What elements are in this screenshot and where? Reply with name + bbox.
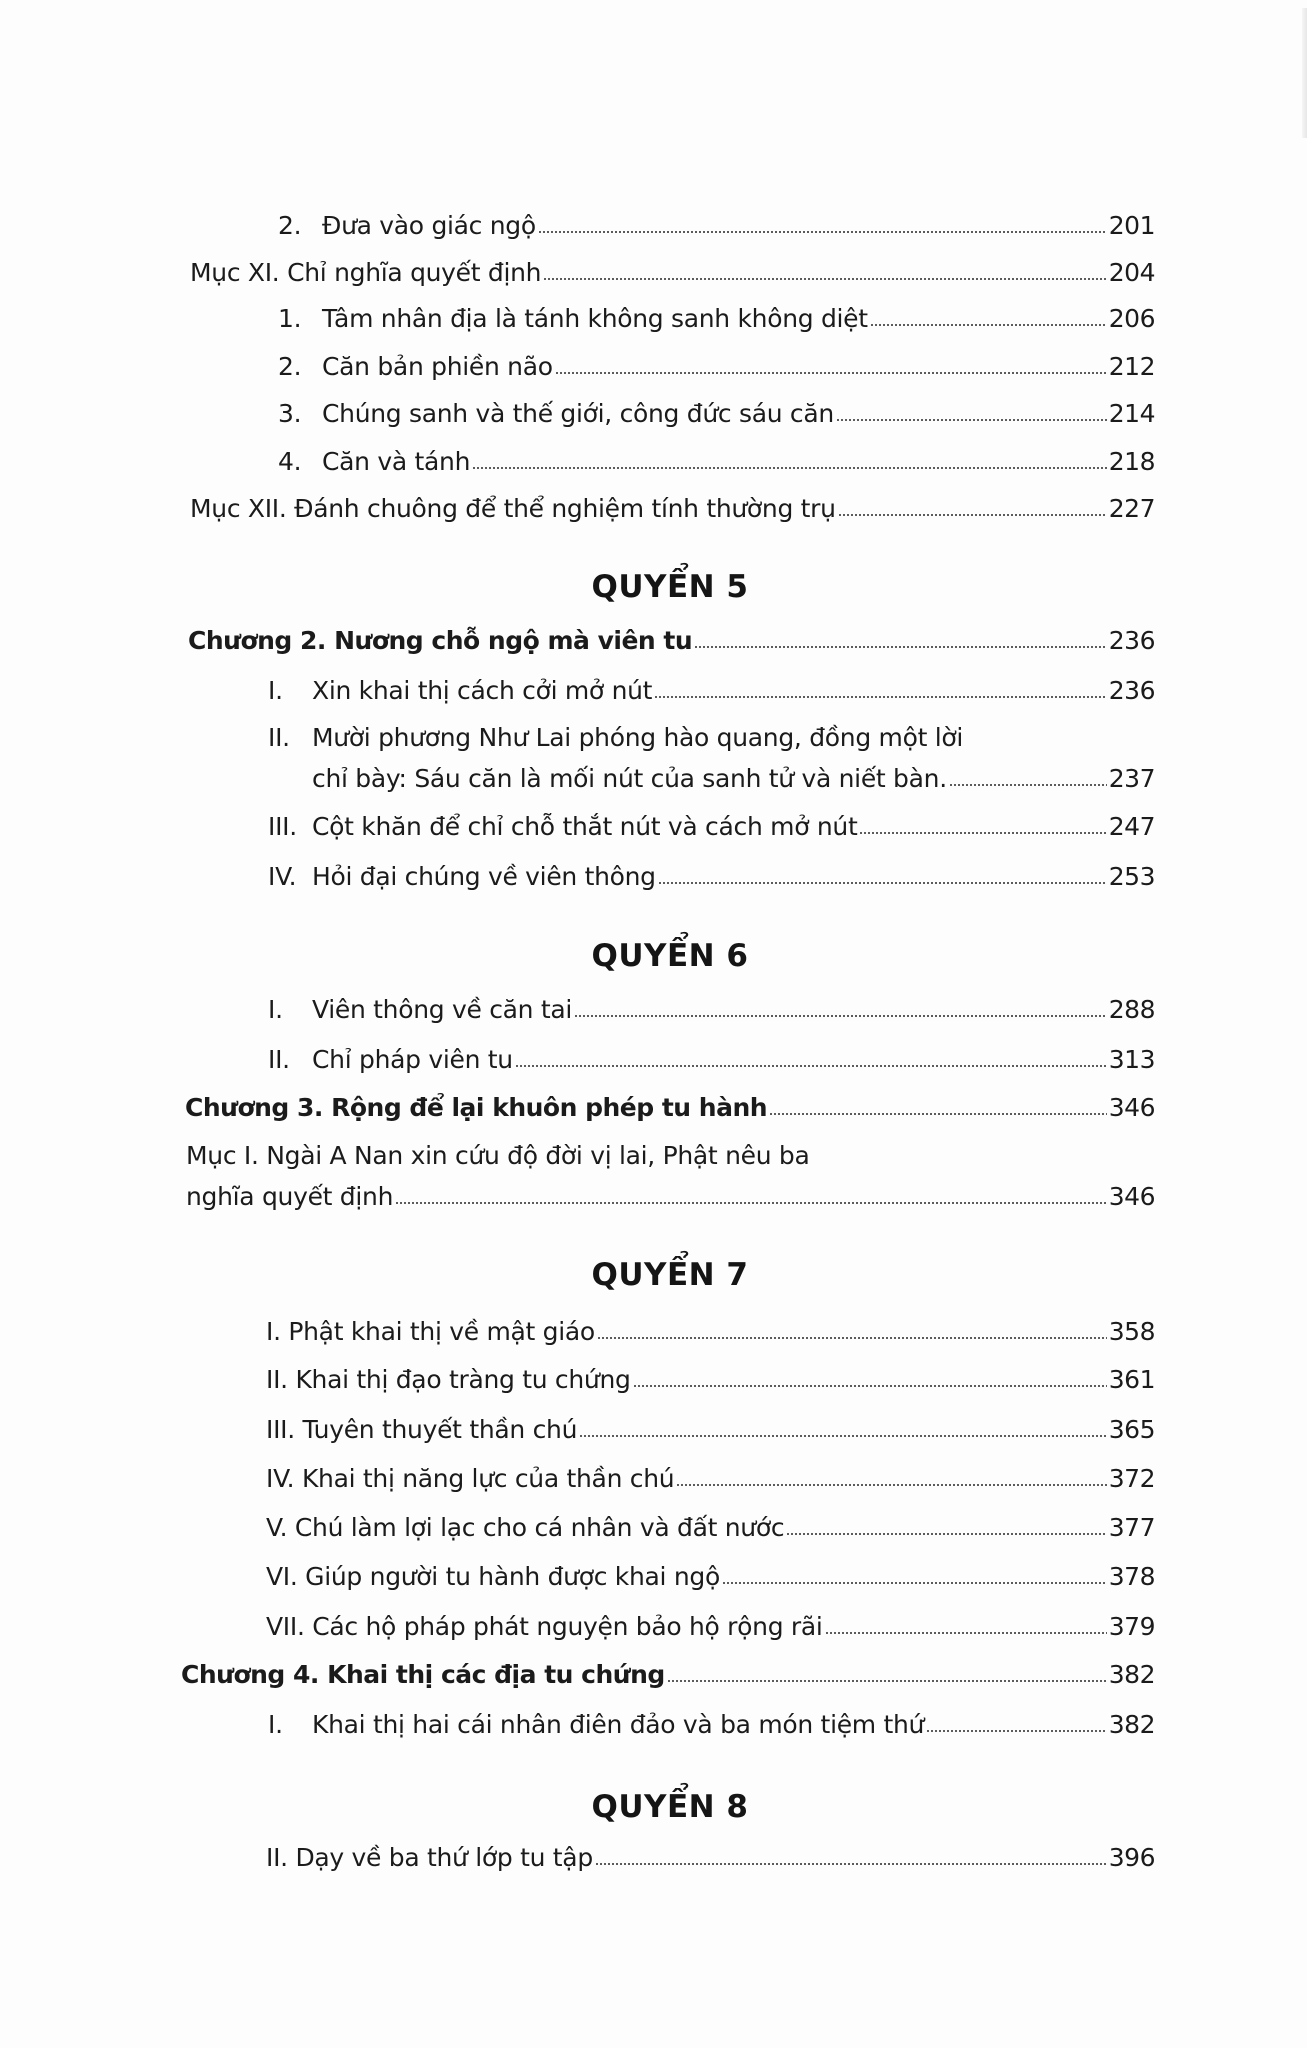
dot-leader: [722, 1582, 1107, 1584]
chapter-title: Chương 2. Nương chỗ ngộ mà viên tu: [188, 626, 693, 655]
dot-leader: [579, 1435, 1107, 1437]
toc-entry[interactable]: [266, 1515, 1155, 1540]
entry-number: 2.: [278, 211, 302, 240]
dot-leader: [769, 1113, 1107, 1115]
dot-leader: [836, 419, 1107, 421]
entry-title: IV. Khai thị năng lực của thần chú: [266, 1464, 675, 1493]
page-number: 212: [1108, 352, 1155, 381]
entry-title: chỉ bày: Sáu căn là mối nút của sanh tử và niết bàn.: [312, 764, 947, 793]
dot-leader: [870, 324, 1107, 326]
entry-number: 4.: [278, 447, 302, 476]
page-number: 382: [1108, 1710, 1155, 1739]
entry-title: VII. Các hộ pháp phát nguyện bảo hộ rộng rãi: [266, 1612, 823, 1641]
toc-entry[interactable]: [266, 1319, 1155, 1344]
entry-title: II. Dạy về ba thứ lớp tu tập: [266, 1843, 593, 1872]
page-number: 288: [1108, 995, 1155, 1024]
page-number: 237: [1108, 764, 1155, 793]
page-number: 313: [1108, 1045, 1155, 1074]
toc-entry[interactable]: [266, 1845, 1155, 1870]
dot-leader: [654, 696, 1107, 698]
toc-entry[interactable]: [278, 306, 1155, 331]
entry-number: I.: [268, 1710, 283, 1739]
dot-leader: [694, 646, 1107, 648]
toc-entry[interactable]: [268, 814, 1155, 839]
toc-entry[interactable]: [278, 401, 1155, 426]
page-number: 396: [1108, 1843, 1155, 1872]
dot-leader: [838, 514, 1107, 516]
toc-entry[interactable]: [266, 1367, 1155, 1392]
entry-title: I. Phật khai thị về mật giáo: [266, 1317, 595, 1346]
entry-title: II. Khai thị đạo tràng tu chứng: [266, 1365, 631, 1394]
entry-title: V. Chú làm lợi lạc cho cá nhân và đất nước: [266, 1513, 785, 1542]
dot-leader: [633, 1385, 1107, 1387]
page-number: 236: [1108, 676, 1155, 705]
page-number: 379: [1108, 1612, 1155, 1641]
entry-number: II.: [268, 723, 290, 752]
page-number: 377: [1108, 1513, 1155, 1542]
dot-leader: [472, 467, 1107, 469]
page-number: 382: [1108, 1660, 1155, 1689]
entry-number: II.: [268, 1045, 290, 1074]
entry-title: Căn bản phiền não: [322, 352, 553, 381]
entry-number: IV.: [268, 862, 297, 891]
dot-leader: [786, 1533, 1106, 1535]
page-number: 253: [1108, 862, 1155, 891]
entry-title: Chúng sanh và thế giới, công đức sáu căn: [322, 399, 834, 428]
entry-title: Khai thị hai cái nhân điên đảo và ba món tiệm thứ: [312, 1710, 925, 1739]
dot-leader: [658, 882, 1107, 884]
dot-leader: [555, 372, 1107, 374]
toc-entry[interactable]: [278, 213, 1155, 238]
toc-entry[interactable]: [268, 997, 1155, 1022]
entry-title: Đưa vào giác ngộ: [322, 211, 536, 240]
toc-entry[interactable]: [278, 354, 1155, 379]
entry-number: 2.: [278, 352, 302, 381]
chapter-entry[interactable]: [188, 628, 1155, 653]
volume-heading: QUYỂN 6: [591, 938, 749, 974]
section-entry-line1[interactable]: Mục I. Ngài A Nan xin cứu độ đời vị lai, Phật nêu ba: [186, 1141, 810, 1170]
chapter-entry[interactable]: [185, 1095, 1155, 1120]
entry-number: III.: [268, 812, 297, 841]
entry-title: Viên thông về căn tai: [312, 995, 573, 1024]
dot-leader: [538, 231, 1107, 233]
page-number: 236: [1108, 626, 1155, 655]
chapter-title: Chương 4. Khai thị các địa tu chứng: [181, 1660, 665, 1689]
toc-entry[interactable]: [266, 1466, 1155, 1491]
toc-entry[interactable]: [268, 864, 1155, 889]
page-number: 346: [1108, 1093, 1155, 1122]
page-number: 204: [1108, 258, 1155, 287]
page-number: 346: [1108, 1182, 1155, 1211]
volume-heading: QUYỂN 8: [591, 1789, 749, 1825]
entry-title: VI. Giúp người tu hành được khai ngộ: [266, 1562, 720, 1591]
entry-number: 3.: [278, 399, 302, 428]
toc-entry[interactable]: [190, 260, 1155, 285]
dot-leader: [597, 1337, 1107, 1339]
page-number: 214: [1108, 399, 1155, 428]
page-number: 378: [1108, 1562, 1155, 1591]
dot-leader: [515, 1065, 1107, 1067]
entry-number: I.: [268, 995, 283, 1024]
page-number: 358: [1108, 1317, 1155, 1346]
page-number: 206: [1108, 304, 1155, 333]
toc-entry[interactable]: [312, 766, 1155, 791]
dot-leader: [595, 1863, 1107, 1865]
dot-leader: [676, 1484, 1106, 1486]
entry-title: Chỉ pháp viên tu: [312, 1045, 513, 1074]
entry-title: Căn và tánh: [322, 447, 471, 476]
page-number: 201: [1108, 211, 1155, 240]
entry-title: Mục XII. Đánh chuông để thể nghiệm tính thường trụ: [190, 494, 836, 523]
toc-entry[interactable]: [268, 1712, 1155, 1737]
chapter-entry[interactable]: [181, 1662, 1155, 1687]
page-number: 365: [1108, 1415, 1155, 1444]
page-number: 247: [1108, 812, 1155, 841]
entry-title: Cột khăn để chỉ chỗ thắt nút và cách mở nút: [312, 812, 858, 841]
page-number: 361: [1108, 1365, 1155, 1394]
entry-title: III. Tuyên thuyết thần chú: [266, 1415, 578, 1444]
toc-entry-line1[interactable]: [268, 725, 963, 750]
entry-title: nghĩa quyết định: [186, 1182, 394, 1211]
dot-leader: [825, 1632, 1107, 1634]
dot-leader: [574, 1015, 1107, 1017]
chapter-title: Chương 3. Rộng để lại khuôn phép tu hành: [185, 1093, 768, 1122]
entry-title-line1: Mười phương Như Lai phóng hào quang, đồng một lời: [312, 723, 964, 752]
entry-number: I.: [268, 676, 283, 705]
volume-heading: QUYỂN 7: [591, 1257, 749, 1293]
toc-entry[interactable]: [268, 1047, 1155, 1072]
page-number: 227: [1108, 494, 1155, 523]
entry-title: Tâm nhân địa là tánh không sanh không diệt: [322, 304, 868, 333]
dot-leader: [949, 784, 1107, 786]
dot-leader: [667, 1680, 1107, 1682]
section-entry[interactable]: [186, 1184, 1155, 1209]
page-number: 218: [1108, 447, 1155, 476]
entry-number: 1.: [278, 304, 302, 333]
dot-leader: [859, 832, 1106, 834]
toc-entry[interactable]: [266, 1564, 1155, 1589]
toc-entry[interactable]: [278, 449, 1155, 474]
dot-leader: [926, 1730, 1107, 1732]
toc-entry[interactable]: [266, 1417, 1155, 1442]
volume-heading: QUYỂN 5: [591, 569, 749, 605]
entry-title: Mục XI. Chỉ nghĩa quyết định: [190, 258, 542, 287]
entry-title: Xin khai thị cách cởi mở nút: [312, 676, 653, 705]
toc-entry[interactable]: [190, 496, 1155, 521]
toc-entry[interactable]: [266, 1614, 1155, 1639]
dot-leader: [543, 278, 1107, 280]
page-number: 372: [1108, 1464, 1155, 1493]
toc-entry[interactable]: [268, 678, 1155, 703]
entry-title: Hỏi đại chúng về viên thông: [312, 862, 656, 891]
dot-leader: [395, 1202, 1107, 1204]
